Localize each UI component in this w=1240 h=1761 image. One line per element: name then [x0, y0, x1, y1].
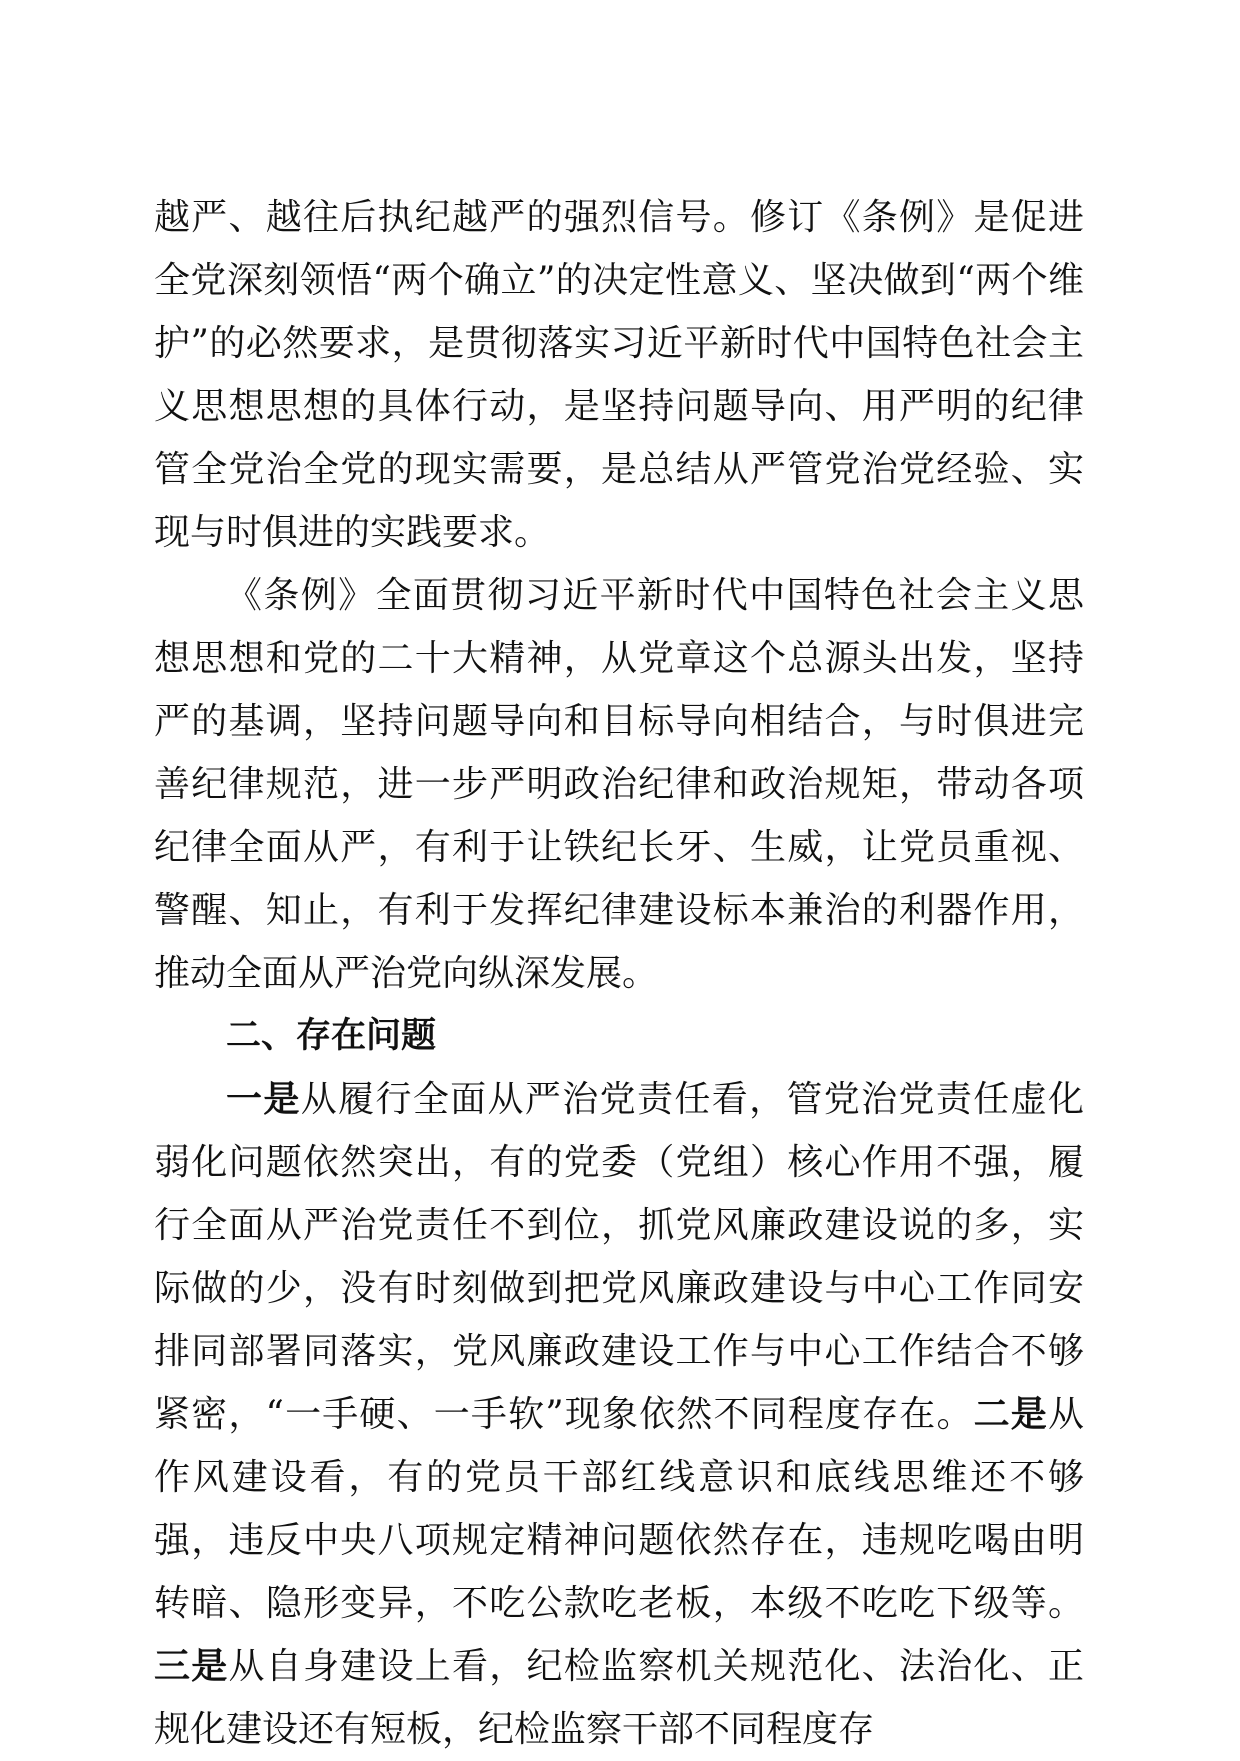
point-text-two: 从作风建设看，有的党员干部红线意识和底线思维还不够强，违反中央八项规定精神问题依然存在，违规吃喝由明转暗、隐形变异，不吃公款吃老板，本级不吃吃下级等。 — [154, 1394, 1084, 1624]
point-label-three: 三是 — [154, 1646, 229, 1687]
point-text-one: 从履行全面从严治党责任看，管党治党责任虚化弱化问题依然突出，有的党委（党组）核心作用不强，履行全面从严治党责任不到位，抓党风廉政建设说的多，实际做的少，没有时刻做到把党风廉政建设与中心工作同安排同部署同落实，党风廉政建设工作与中心工作结合不够紧密，“一手硬、一手软”现象依然不同程度存在。 — [154, 1079, 1084, 1435]
section-heading: 二、存在问题 — [226, 1016, 437, 1056]
document-body — [154, 186, 1084, 1761]
paragraph-problems — [154, 1068, 1084, 1761]
paragraph-regulation-summary: 《条例》全面贯彻习近平新时代中国特色社会主义思想思想和党的二十大精神，从党章这个总源头出发，坚持严的基调，坚持问题导向和目标导向相结合，与时俱进完善纪律规范，进一步严明政治纪律和政治规矩，带动各项纪律全面从严，有利于让铁纪长牙、生威，让党员重视、警醒、知止，有利于发挥纪律建设标本兼治的利器作用，推动全面从严治党向纵深发展。 — [154, 575, 1084, 994]
paragraph-continuation: 越严、越往后执纪越严的强烈信号。修订《条例》是促进全党深刻领悟“两个确立”的决定性意义、坚决做到“两个维护”的必然要求，是贯彻落实习近平新时代中国特色社会主义思想思想的具体行动，是坚持问题导向、用严明的纪律管全党治全党的现实需要，是总结从严管党治党经验、实现与时俱进的实践要求。 — [154, 197, 1084, 553]
point-label-two: 二是 — [973, 1394, 1048, 1435]
point-label-one: 一是 — [226, 1079, 301, 1120]
point-text-three: 从自身建设上看，纪检监察机关规范化、法治化、正规化建设还有短板，纪检监察干部不同程度存 — [154, 1646, 1084, 1750]
